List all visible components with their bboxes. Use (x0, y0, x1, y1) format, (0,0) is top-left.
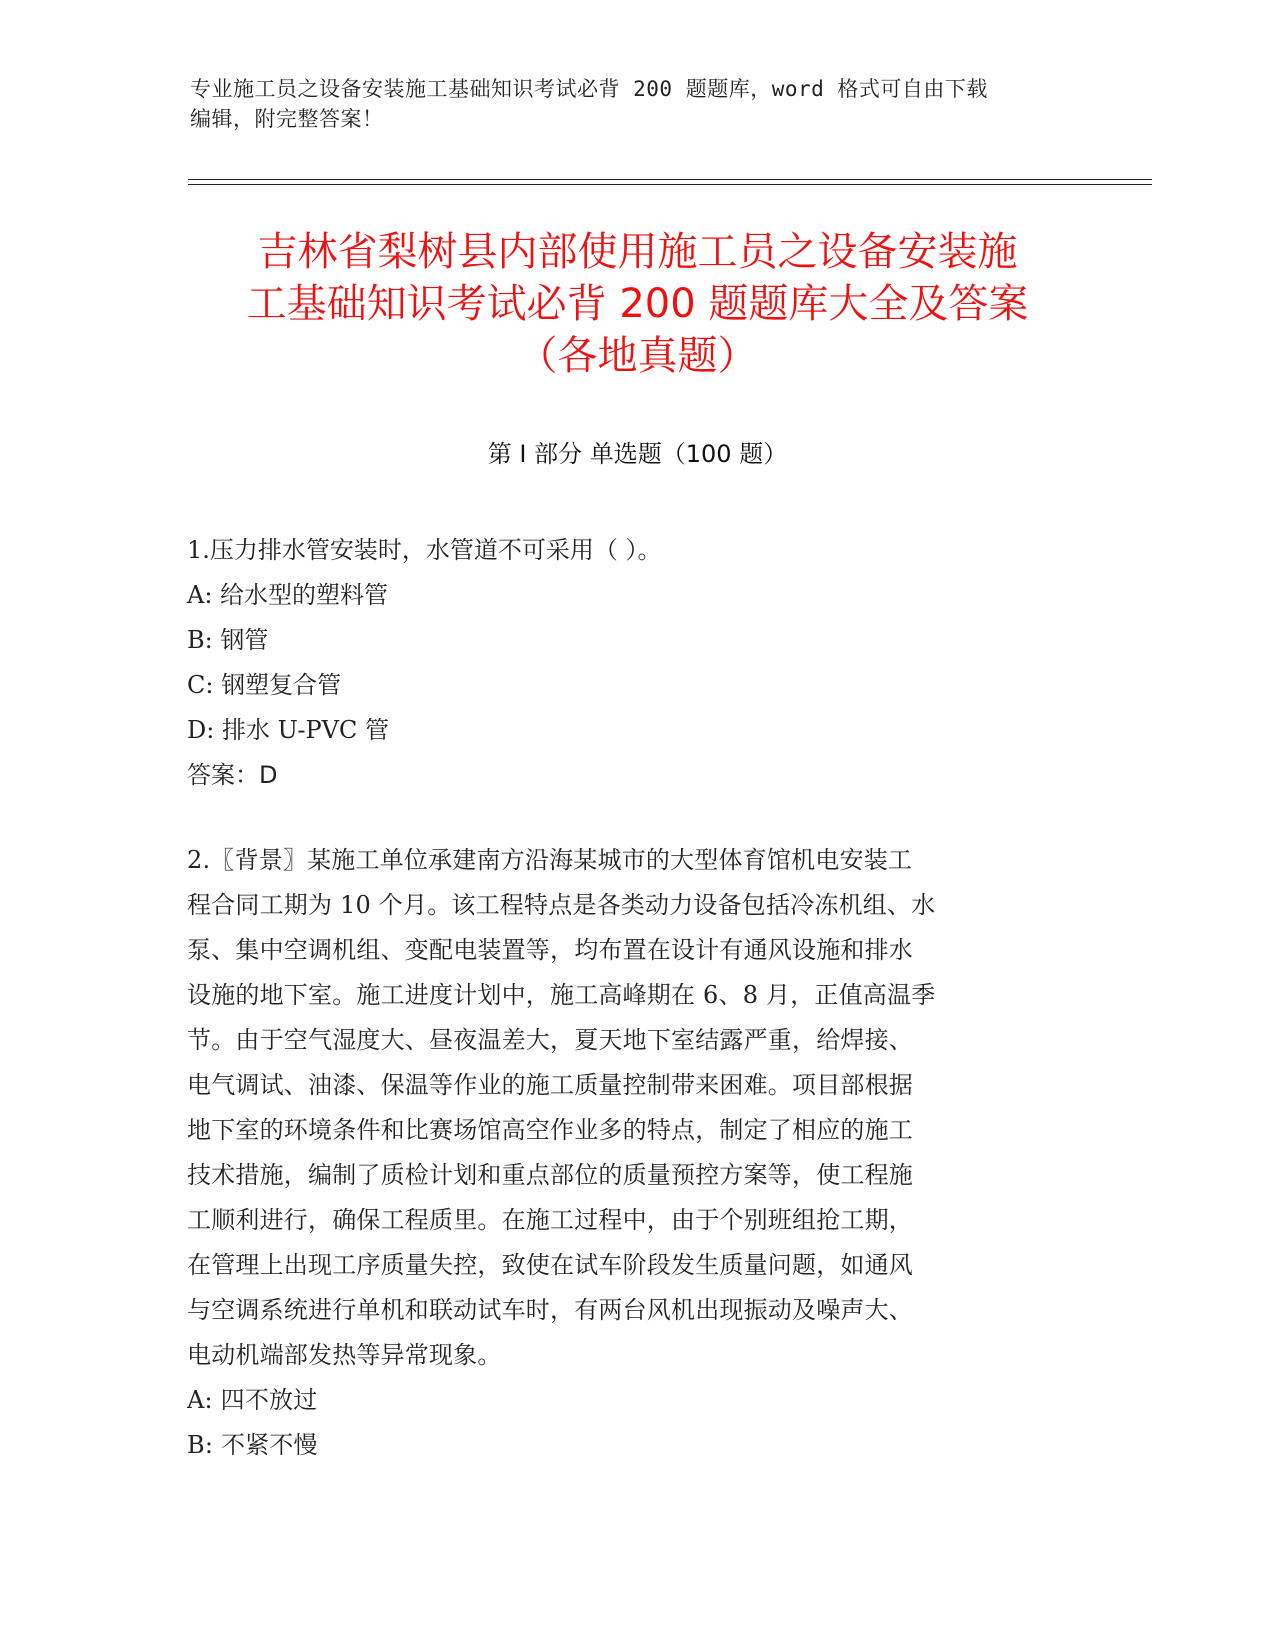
header-note-line-2: 编辑，附完整答案！ (190, 107, 384, 131)
option-d: D: 排水 U-PVC 管 (187, 716, 389, 744)
question-stem-line: 程合同工期为 10 个月。该工程特点是各类动力设备包括冷冻机组、水 (187, 891, 936, 919)
answer-label: 答案：D (187, 761, 278, 789)
question-stem-line: 在管理上出现工序质量失控，致使在试车阶段发生质量问题，如通风 (187, 1251, 913, 1279)
question-stem-line: 泵、集中空调机组、变配电装置等，均布置在设计有通风设施和排水 (187, 936, 913, 964)
question-stem-line: 节。由于空气湿度大、昼夜温差大，夏天地下室结露严重，给焊接、 (187, 1026, 913, 1054)
question-stem-line: 与空调系统进行单机和联动试车时，有两台风机出现振动及噪声大、 (187, 1296, 913, 1324)
option-a: A: 给水型的塑料管 (187, 581, 389, 609)
header-note (190, 74, 1070, 134)
option-a: A: 四不放过 (187, 1386, 318, 1414)
header-divider-thick (188, 179, 1152, 180)
header-divider-thin (188, 184, 1152, 185)
question-stem: 1.压力排水管安装时，水管道不可采用（ ）。 (187, 536, 662, 564)
question-stem-line: 地下室的环境条件和比赛场馆高空作业多的特点，制定了相应的施工 (187, 1116, 913, 1144)
option-b: B: 不紧不慢 (187, 1431, 318, 1459)
header-note-line-1: 专业施工员之设备安装施工基础知识考试必背 200 题题库，word 格式可自由下载 (190, 77, 988, 101)
document-title-line-3: （各地真题） (517, 333, 758, 379)
question-stem-line: 电动机端部发热等异常现象。 (187, 1341, 502, 1369)
question-spacer (187, 798, 1087, 838)
question-item-1 (187, 528, 1087, 798)
question-stem-line: 技术措施，编制了质检计划和重点部位的质量预控方案等，使工程施 (187, 1161, 913, 1189)
question-list (187, 528, 1087, 1468)
question-stem-line: 2.〖背景〗某施工单位承建南方沿海某城市的大型体育馆机电安装工 (187, 846, 913, 874)
document-title-line-2: 工基础知识考试必背 200 题题库大全及答案 (246, 281, 1029, 327)
question-stem-line: 电气调试、油漆、保温等作业的施工质量控制带来困难。项目部根据 (187, 1071, 913, 1099)
question-stem-line: 设施的地下室。施工进度计划中，施工高峰期在 6、8 月，正值高温季 (187, 981, 936, 1009)
option-b: B: 钢管 (187, 626, 269, 654)
document-title-line-1: 吉林省梨树县内部使用施工员之设备安装施 (257, 229, 1018, 275)
section-title: 第 I 部分 单选题（100 题） (487, 440, 788, 468)
question-item-2 (187, 838, 1087, 1468)
document-title (140, 226, 1135, 382)
option-c: C: 钢塑复合管 (187, 671, 342, 699)
question-stem-line: 工顺利进行，确保工程质里。在施工过程中，由于个别班组抢工期， (187, 1206, 913, 1234)
